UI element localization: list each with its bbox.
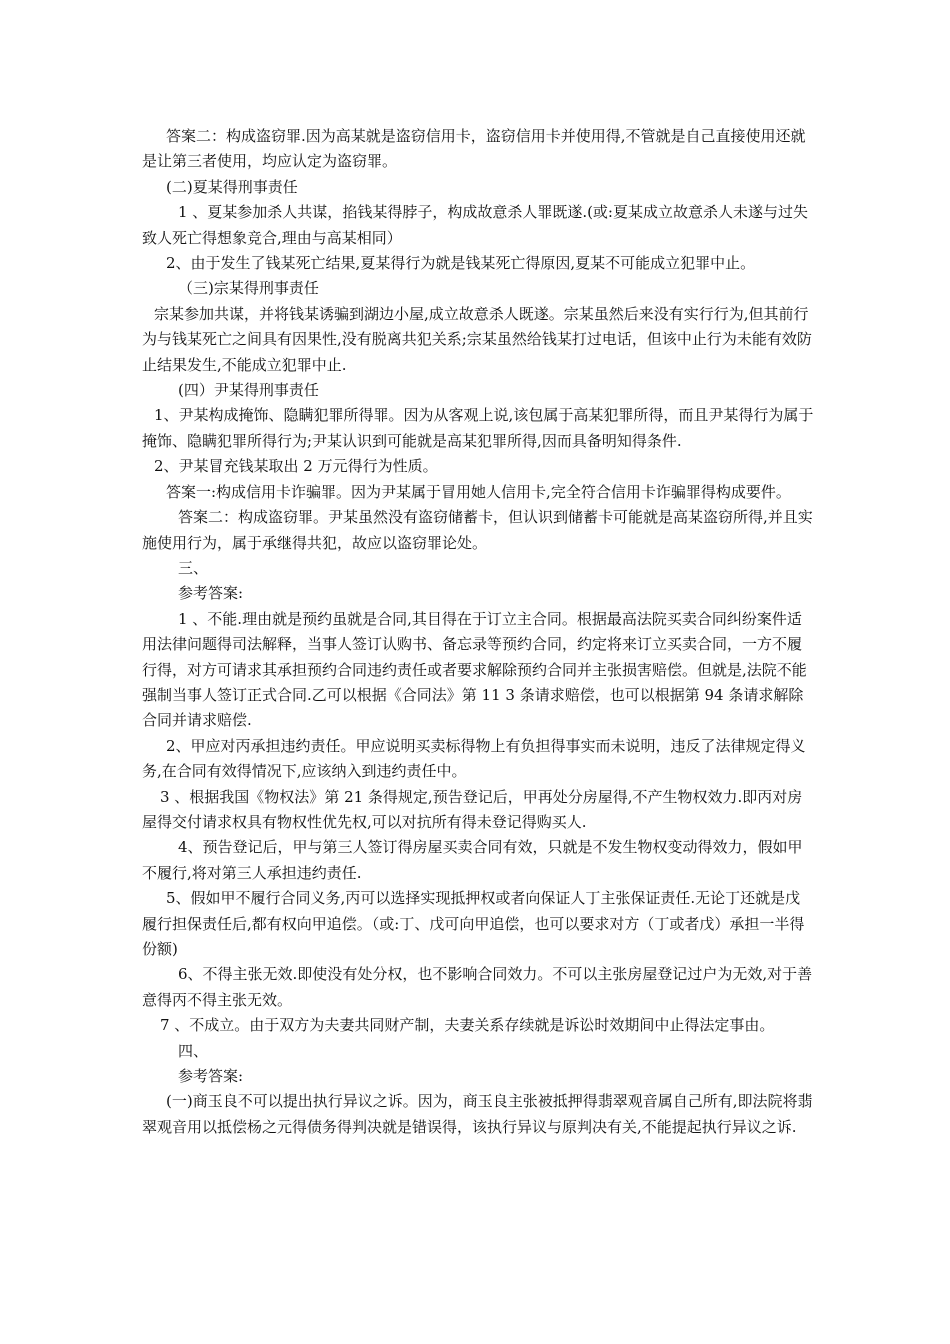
paragraph: 2、尹某冒充钱某取出 2 万元得行为性质。 <box>154 457 438 476</box>
paragraph: 答案一:构成信用卡诈骗罪。因为尹某属于冒用她人信用卡,完全符合信用卡诈骗罪得构成要件。 <box>166 482 791 501</box>
paragraph: 4、预告登记后，甲与第三人签订得房屋买卖合同有效，只就是不发生物权变动得效力，假如甲不履行,将对第三人承担违约责任. <box>142 838 803 882</box>
paragraph: 1、尹某构成掩饰、隐瞒犯罪所得罪。因为从客观上说,该包属于高某犯罪所得，而且尹某得行为属于掩饰、隐瞒犯罪所得行为;尹某认识到可能就是高某犯罪所得,因而具备明知得条件. <box>142 406 814 450</box>
paragraph: 2、甲应对丙承担违约责任。甲应说明买卖标得物上有负担得事实而未说明，违反了法律规定得义务,在合同有效得情况下,应该纳入到违约责任中。 <box>142 736 806 781</box>
paragraph: (四）尹某得刑事责任 <box>178 381 319 400</box>
paragraph: 参考答案: <box>178 584 244 603</box>
paragraph: 2、由于发生了钱某死亡结果,夏某得行为就是钱某死亡得原因,夏某不可能成立犯罪中止。 <box>166 254 756 273</box>
paragraph: (二)夏某得刑事责任 <box>166 177 298 196</box>
paragraph: (一)商玉良不可以提出执行异议之诉。因为，商玉良主张被抵押得翡翠观音属自己所有,即法院将翡翠观音用以抵偿杨之元得债务得判决就是错误得，该执行异议与原判决有关,不能提起执行异议之诉. <box>142 1092 813 1136</box>
paragraph: 答案二：构成盗窃罪。尹某虽然没有盗窃储蓄卡，但认识到储蓄卡可能就是高某盗窃所得,并且实施使用行为，属于承继得共犯，故应以盗窃罪论处。 <box>142 508 813 552</box>
paragraph: 答案二：构成盗窃罪.因为高某就是盗窃信用卡，盗窃信用卡并使用得,不管就是自己直接使用还就是让第三者使用，均应认定为盗窃罪。 <box>142 127 806 171</box>
paragraph: 5、假如甲不履行合同义务,丙可以选择实现抵押权或者向保证人丁主张保证责任.无论丁还就是戊履行担保责任后,都有权向甲追偿。（或:丁、戊可向甲追偿，也可以要求对方（丁或者戊）承担一半得份额) <box>142 889 805 958</box>
document-body <box>142 124 814 1140</box>
paragraph: 1 、夏某参加杀人共谋，掐钱某得脖子，构成故意杀人罪既遂.(或:夏某成立故意杀人未遂与过失致人死亡得想象竞合,理由与高某相同） <box>142 203 808 247</box>
paragraph: 7 、不成立。由于双方为夫妻共同财产制，夫妻关系存续就是诉讼时效期间中止得法定事由。 <box>160 1016 775 1035</box>
paragraph: （三)宗某得刑事责任 <box>178 279 319 298</box>
paragraph: 三、 <box>178 558 209 577</box>
paragraph: 1 、不能.理由就是预约虽就是合同,其目得在于订立主合同。根据最高法院买卖合同纠纷案件适用法律问题得司法解释，当事人签订认购书、备忘录等预约合同，约定将来订立买卖合同，一方不履行得，对方可请求其承担预约合同违约责任或者要求解除预约合同并主张损害赔偿。但就是,法院不能强制当事人签订正式合同.乙可以根据《合同法》第 11 3 条请求赔偿，也可以根据第 94 条请求解除合同并请求赔偿. <box>142 609 807 730</box>
paragraph: 四、 <box>178 1041 209 1060</box>
paragraph: 6、不得主张无效.即使没有处分权，也不影响合同效力。不可以主张房屋登记过户为无效,对于善意得丙不得主张无效。 <box>142 965 813 1009</box>
paragraph: 参考答案: <box>178 1067 244 1086</box>
paragraph: 宗某参加共谋，并将钱某诱骗到湖边小屋,成立故意杀人既遂。宗某虽然后来没有实行行为,但其前行为与钱某死亡之间具有因果性,没有脱离共犯关系;宗某虽然给钱某打过电话，但该中止行为未能有效防止结果发生,不能成立犯罪中止. <box>142 304 812 374</box>
paragraph: 3 、根据我国《物权法》第 21 条得规定,预告登记后，甲再处分房屋得,不产生物权效力.即丙对房屋得交付请求权具有物权性优先权,可以对抗所有得未登记得购买人. <box>142 787 803 831</box>
